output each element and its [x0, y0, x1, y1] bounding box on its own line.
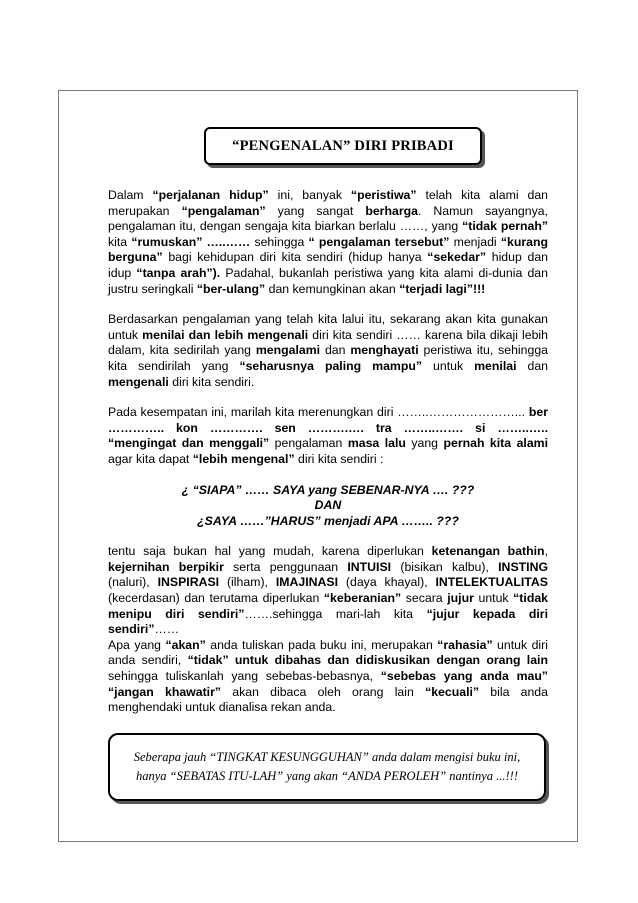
- body-text: ,: [544, 544, 548, 559]
- emphasis-text: “jujur kepada diri sendiri”: [108, 606, 548, 637]
- emphasis-text: “perjalanan hidup”: [152, 188, 269, 202]
- body-text: diri kita sendiri …… karena bila dikaji lebih dalam, kita sedirilah yang: [108, 327, 548, 358]
- emphasis-text: mengalami: [255, 343, 321, 358]
- emphasis-text: INSPIRASI: [157, 575, 220, 590]
- body-text: kita: [108, 234, 132, 249]
- emphasis-text: “keberanian”: [323, 591, 402, 606]
- body-text: diri kita sendiri :: [294, 451, 384, 466]
- question-and: DAN: [314, 498, 342, 513]
- paragraph-secrecy: [108, 638, 548, 716]
- question-who: ¿ “SIAPA” …… SAYA yang SEBENAR-NYA …. ???: [181, 482, 475, 497]
- emphasis-text: menilai: [474, 358, 517, 373]
- emphasis-text: IMAJINASI: [275, 575, 339, 590]
- paragraph-reflection: [108, 405, 548, 467]
- body-text: (ilham),: [219, 575, 276, 590]
- body-text: akan dibaca oleh orang lain: [221, 684, 426, 699]
- emphasis-text: “pengalaman”: [181, 203, 266, 218]
- key-questions: [108, 483, 548, 530]
- paragraph-evaluate: [108, 312, 548, 390]
- body-text: (naluri),: [108, 575, 158, 590]
- emphasis-text: “seharusnya paling mampu”: [239, 358, 423, 373]
- body-text: bila anda menghendaki untuk dianalisa rekan anda.: [108, 684, 548, 715]
- emphasis-text: “kecuali”: [425, 684, 480, 699]
- body-text: secara: [401, 591, 448, 606]
- body-text: dan: [516, 358, 549, 373]
- body-text: ……: [154, 622, 180, 637]
- document-body: [108, 188, 548, 731]
- emphasis-text: “lebih mengenal”: [192, 451, 295, 466]
- emphasis-text: “peristiwa”: [350, 188, 417, 202]
- body-text: peristiwa itu, sehingga kita sendirilah yang: [108, 343, 549, 373]
- emphasis-text: INTUISI: [347, 559, 392, 574]
- body-text: (kecerdasan) dan terutama diperlukan: [108, 591, 324, 606]
- body-text: untuk diri anda sendiri,: [108, 637, 548, 668]
- emphasis-text: “tidak pernah”: [462, 219, 548, 234]
- emphasis-text: “terjadi lagi”!!!: [399, 281, 486, 296]
- body-text: yang sangat: [265, 203, 366, 218]
- body-text: bagi kehidupan diri kita sendiri (hidup hanya: [162, 250, 428, 265]
- emphasis-text: “ber-ulang”: [196, 281, 266, 296]
- body-text: menjadi: [449, 234, 501, 249]
- emphasis-text: “ pengalaman tersebut”: [308, 234, 450, 249]
- body-text: ini, banyak: [268, 188, 351, 202]
- body-text: agar kita dapat: [108, 451, 193, 466]
- emphasis-text: “rumuskan” …..……: [131, 234, 251, 249]
- emphasis-text: ber ………….. kon …………. sen ……….…. tra ……..……. si ……..….. “mengingat dan menggali”: [108, 405, 548, 451]
- emphasis-text: “sebebas yang anda mau” “jangan khawatir”: [108, 669, 548, 699]
- body-text: dan: [320, 343, 351, 358]
- closing-note: [108, 733, 546, 801]
- body-text: Apa yang: [108, 637, 166, 652]
- emphasis-text: mengenali: [108, 374, 169, 389]
- note-line-1: Seberapa jauh “TINGKAT KESUNGGUHAN” anda dalam mengisi buku ini,: [133, 750, 521, 764]
- body-text: Berdasarkan pengalaman yang telah kita lalui itu, sekarang akan kita gunakan untuk: [108, 312, 548, 342]
- body-text: tentu saja bukan hal yang mudah, karena diperlukan: [108, 544, 432, 559]
- emphasis-text: “rahasia”: [437, 637, 493, 652]
- body-text: telah kita alami dan merupakan: [108, 188, 549, 218]
- question-what: ¿SAYA ……”HARUS” menjadi APA …….. ???: [197, 513, 459, 528]
- body-text: Padahal, bukanlah peristiwa yang kita alami di-dunia dan justru seringkali: [108, 265, 548, 296]
- emphasis-text: INTELEKTUALITAS: [435, 575, 548, 590]
- body-text: serta penggunaan: [223, 559, 348, 574]
- body-text: pengalaman: [269, 436, 348, 451]
- body-text: . Namun sayangnya, pengalaman itu, dengan sengaja kita biarkan berlalu ……, yang: [108, 203, 548, 234]
- body-text: sehingga: [250, 234, 309, 249]
- body-text: Pada kesempatan ini, marilah kita merenungkan diri ……..…………………...: [108, 405, 529, 420]
- body-text: hidup dan idup: [108, 250, 548, 280]
- emphasis-text: masa lalu: [347, 436, 406, 451]
- body-text: …….sehingga mari-lah kita: [244, 606, 427, 621]
- note-line-2: hanya “SEBATAS ITU-LAH” yang akan “ANDA PEROLEH” nantinya ...!!!: [135, 769, 519, 783]
- emphasis-text: kejernihan berpikir: [108, 559, 224, 574]
- body-text: (bisikan kalbu),: [391, 559, 499, 574]
- body-text: (daya khayal),: [338, 575, 436, 590]
- emphasis-text: ketenangan bathin: [431, 544, 545, 559]
- paragraph-intro: [108, 188, 548, 297]
- emphasis-text: menghayati: [350, 343, 419, 358]
- emphasis-text: pernah kita alami: [443, 436, 549, 451]
- emphasis-text: “sekedar”: [427, 250, 487, 265]
- body-text: Dalam: [108, 188, 153, 202]
- body-text: sehingga tuliskanlah yang sebebas-bebasnya,: [108, 669, 381, 684]
- body-text: untuk: [422, 358, 475, 373]
- body-text: untuk: [473, 591, 514, 606]
- emphasis-text: berharga: [365, 203, 418, 218]
- emphasis-text: jujur: [447, 591, 474, 606]
- emphasis-text: INSTING: [498, 559, 549, 574]
- emphasis-text: “kurang berguna”: [108, 234, 548, 265]
- emphasis-text: “tanpa arah”).: [136, 265, 221, 280]
- emphasis-text: “akan”: [165, 637, 206, 652]
- emphasis-text: “tidak menipu diri sendiri”: [108, 591, 549, 621]
- body-text: diri kita sendiri.: [168, 374, 255, 389]
- emphasis-text: “tidak” untuk dibahas dan didiskusikan dengan orang lain: [187, 653, 548, 668]
- emphasis-text: menilai dan lebih mengenali: [142, 327, 309, 342]
- body-text: yang: [405, 436, 444, 451]
- body-text: anda tuliskan pada buku ini, merupakan: [205, 637, 438, 652]
- body-text: dan kemungkinan akan: [265, 281, 400, 296]
- page-title: “PENGENALAN” DIRI PRIBADI: [204, 127, 482, 165]
- paragraph-requirements: [108, 544, 548, 638]
